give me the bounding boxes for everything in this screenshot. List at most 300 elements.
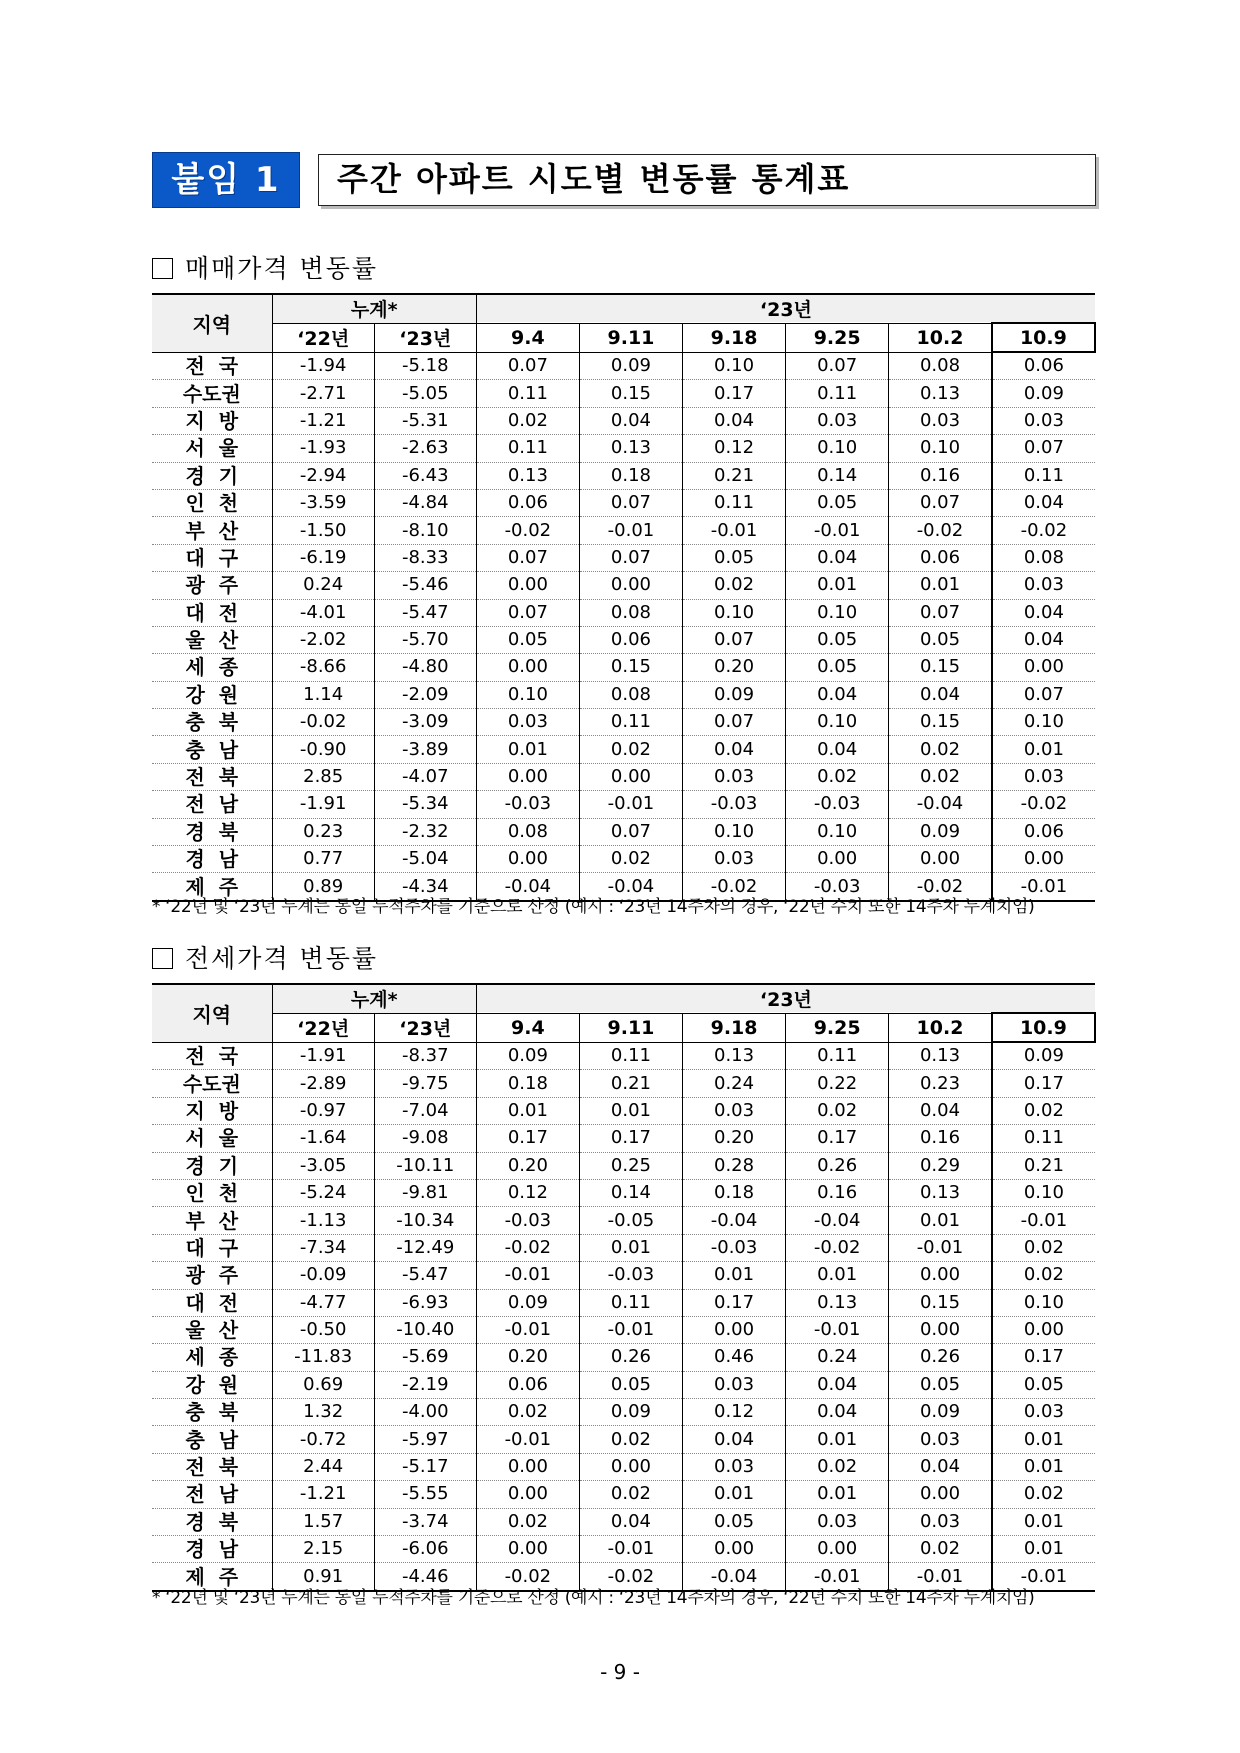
week-value-cell: 0.25: [579, 1152, 682, 1179]
region-cell: 대구: [152, 1234, 272, 1261]
cum-23-cell: -5.47: [374, 1262, 476, 1289]
cum-23-cell: -6.93: [374, 1289, 476, 1316]
week-header: 9.18: [683, 1013, 786, 1042]
week-header: 9.25: [786, 323, 889, 352]
week-value-cell: 0.20: [476, 1344, 579, 1371]
week-value-cell: 0.05: [786, 654, 889, 681]
week-value-cell: 0.09: [476, 1042, 579, 1070]
cum-22-cell: 2.15: [272, 1536, 374, 1563]
week-value-cell: 0.02: [992, 1262, 1095, 1289]
cum-23-cell: -5.31: [374, 407, 476, 434]
region-cell: 충남: [152, 736, 272, 763]
week-value-cell: 0.21: [992, 1152, 1095, 1179]
cum-23-cell: -4.46: [374, 1563, 476, 1591]
cum-23-cell: -5.18: [374, 352, 476, 380]
week-value-cell: 0.00: [786, 1536, 889, 1563]
cumulative-header: 누계*: [272, 294, 476, 323]
cum-23-cell: -9.08: [374, 1125, 476, 1152]
week-header: 9.18: [683, 323, 786, 352]
jeonse-footnote: * ‘22년 및 ‘23년 누계는 동일 누적주차를 기준으로 산정 (예시 : ‘23년 14주차의 경우, ‘22년 수치 또한 14주차 누계치임): [152, 1588, 1035, 1608]
week-value-cell: 0.03: [889, 1508, 992, 1535]
week-value-cell: -0.01: [579, 1536, 682, 1563]
region-cell: 경기: [152, 462, 272, 489]
week-value-cell: 0.07: [683, 709, 786, 736]
cum-22-cell: -0.90: [272, 736, 374, 763]
table-row: [152, 846, 1095, 873]
week-value-cell: 0.22: [786, 1070, 889, 1097]
week-value-cell: 0.17: [476, 1125, 579, 1152]
week-value-cell: 0.11: [476, 380, 579, 407]
week-value-cell: 0.03: [992, 407, 1095, 434]
week-value-cell: 0.17: [579, 1125, 682, 1152]
cum-23-cell: -10.34: [374, 1207, 476, 1234]
cum-22-cell: -4.77: [272, 1289, 374, 1316]
week-value-cell: -0.01: [786, 1563, 889, 1591]
week-value-cell: -0.04: [683, 1207, 786, 1234]
week-value-cell: 0.01: [579, 1097, 682, 1124]
week-value-cell: 0.46: [683, 1344, 786, 1371]
cum-23-cell: -5.04: [374, 846, 476, 873]
week-value-cell: 0.29: [889, 1152, 992, 1179]
week-value-cell: -0.05: [579, 1207, 682, 1234]
week-value-cell: 0.03: [683, 1453, 786, 1480]
week-value-cell: 0.08: [476, 818, 579, 845]
week-value-cell: 0.00: [889, 1481, 992, 1508]
week-value-cell: 0.09: [683, 681, 786, 708]
week-value-cell: 0.04: [992, 626, 1095, 653]
week-value-cell: 0.01: [992, 736, 1095, 763]
week-value-cell: 0.23: [889, 1070, 992, 1097]
week-value-cell: 0.05: [579, 1371, 682, 1398]
table-row: [152, 1371, 1095, 1398]
week-value-cell: 0.01: [992, 1536, 1095, 1563]
cum-22-cell: 0.23: [272, 818, 374, 845]
week-value-cell: -0.03: [683, 791, 786, 818]
week-value-cell: -0.01: [579, 791, 682, 818]
cum-22-cell: -0.09: [272, 1262, 374, 1289]
week-value-cell: 0.18: [476, 1070, 579, 1097]
week-value-cell: 0.21: [579, 1070, 682, 1097]
cum-22-cell: 1.57: [272, 1508, 374, 1535]
cum-23-cell: -3.74: [374, 1508, 476, 1535]
region-cell: 제주: [152, 1563, 272, 1591]
week-value-cell: -0.01: [786, 1316, 889, 1343]
week-value-cell: -0.01: [992, 1563, 1095, 1591]
week-value-cell: 0.15: [889, 1289, 992, 1316]
table-row: [152, 1262, 1095, 1289]
cum-22-cell: -1.91: [272, 1042, 374, 1070]
week-value-cell: 0.10: [992, 1289, 1095, 1316]
week-value-cell: -0.03: [786, 873, 889, 901]
week-value-cell: 0.01: [786, 1481, 889, 1508]
week-value-cell: -0.01: [889, 1563, 992, 1591]
table-row: [152, 1344, 1095, 1371]
region-cell: 전남: [152, 1481, 272, 1508]
week-value-cell: 0.08: [889, 352, 992, 380]
cum-23-cell: -5.05: [374, 380, 476, 407]
week-value-cell: -0.01: [579, 517, 682, 544]
week-value-cell: 0.24: [683, 1070, 786, 1097]
week-value-cell: 0.15: [579, 380, 682, 407]
cum-23-cell: -9.75: [374, 1070, 476, 1097]
week-value-cell: 0.11: [579, 709, 682, 736]
week-value-cell: 0.02: [683, 572, 786, 599]
cum-22-cell: -8.66: [272, 654, 374, 681]
sale-section-title-text: 매매가격 변동률: [185, 254, 378, 283]
jeonse-price-table: [152, 983, 1096, 1592]
table-row: [152, 1179, 1095, 1206]
cum-22-cell: -5.24: [272, 1179, 374, 1206]
table-row: [152, 681, 1095, 708]
table-row: [152, 1426, 1095, 1453]
region-cell: 울산: [152, 1316, 272, 1343]
page-header: [152, 152, 1096, 208]
cum-23-cell: -5.97: [374, 1426, 476, 1453]
cum-23-cell: -6.06: [374, 1536, 476, 1563]
week-value-cell: 0.20: [476, 1152, 579, 1179]
week-value-cell: 0.00: [476, 846, 579, 873]
region-cell: 전남: [152, 791, 272, 818]
week-value-cell: 0.07: [683, 626, 786, 653]
week-value-cell: 0.03: [683, 1097, 786, 1124]
week-value-cell: -0.02: [476, 1563, 579, 1591]
week-value-cell: 0.12: [683, 1399, 786, 1426]
week-value-cell: 0.00: [579, 1453, 682, 1480]
week-value-cell: 0.00: [579, 572, 682, 599]
region-cell: 전북: [152, 763, 272, 790]
cum-23-cell: -8.33: [374, 544, 476, 571]
week-value-cell: 0.02: [476, 407, 579, 434]
cum-23-cell: -5.34: [374, 791, 476, 818]
cum-23-cell: -4.00: [374, 1399, 476, 1426]
cum-22-cell: -1.91: [272, 791, 374, 818]
cum-23-cell: -2.09: [374, 681, 476, 708]
cum-22-cell: -3.05: [272, 1152, 374, 1179]
week-value-cell: 0.10: [786, 599, 889, 626]
cum-23-cell: -8.37: [374, 1042, 476, 1070]
sale-footnote: * ‘22년 및 ‘23년 누계는 동일 누적주차를 기준으로 산정 (예시 : ‘23년 14주차의 경우, ‘22년 수치 또한 14주차 누계치임): [152, 897, 1035, 917]
region-cell: 대전: [152, 599, 272, 626]
region-cell: 서울: [152, 435, 272, 462]
checkbox-square-icon: [152, 948, 173, 969]
region-cell: 수도권: [152, 380, 272, 407]
week-value-cell: 0.01: [786, 572, 889, 599]
week-value-cell: 0.12: [476, 1179, 579, 1206]
week-value-cell: 0.17: [992, 1344, 1095, 1371]
week-value-cell: 0.00: [579, 763, 682, 790]
week-value-cell: 0.09: [476, 1289, 579, 1316]
region-cell: 지방: [152, 1097, 272, 1124]
cum-23-cell: -5.69: [374, 1344, 476, 1371]
week-value-cell: 0.01: [476, 1097, 579, 1124]
week-value-cell: 0.10: [683, 599, 786, 626]
region-cell: 대전: [152, 1289, 272, 1316]
week-value-cell: 0.18: [579, 462, 682, 489]
cum-22-cell: -2.94: [272, 462, 374, 489]
week-value-cell: 0.05: [786, 489, 889, 516]
week-value-cell: 0.04: [889, 1453, 992, 1480]
week-value-cell: -0.01: [992, 873, 1095, 901]
week-value-cell: 0.01: [683, 1262, 786, 1289]
region-cell: 인천: [152, 1179, 272, 1206]
week-header-latest: 10.9: [992, 1013, 1095, 1042]
week-value-cell: 0.04: [683, 1426, 786, 1453]
week-value-cell: 0.11: [786, 380, 889, 407]
region-header: 지역: [152, 984, 272, 1042]
week-value-cell: 0.13: [786, 1289, 889, 1316]
week-value-cell: 0.02: [786, 1453, 889, 1480]
week-value-cell: 0.10: [683, 818, 786, 845]
table-row: [152, 791, 1095, 818]
cum-22-cell: -1.50: [272, 517, 374, 544]
week-value-cell: 0.11: [476, 435, 579, 462]
week-value-cell: 0.07: [786, 352, 889, 380]
week-value-cell: 0.26: [889, 1344, 992, 1371]
cum-22-cell: 0.24: [272, 572, 374, 599]
week-value-cell: -0.02: [889, 873, 992, 901]
week-value-cell: 0.02: [579, 846, 682, 873]
week-value-cell: -0.02: [683, 873, 786, 901]
cum-22-cell: -1.21: [272, 407, 374, 434]
table-row: [152, 352, 1095, 380]
week-value-cell: -0.04: [476, 873, 579, 901]
region-cell: 전국: [152, 1042, 272, 1070]
week-value-cell: 0.03: [992, 1399, 1095, 1426]
week-value-cell: 0.08: [579, 599, 682, 626]
cum-23-cell: -5.47: [374, 599, 476, 626]
week-value-cell: -0.03: [476, 1207, 579, 1234]
week-value-cell: 0.14: [786, 462, 889, 489]
cum-22-cell: -0.97: [272, 1097, 374, 1124]
week-value-cell: 0.10: [476, 681, 579, 708]
cum-22-cell: -1.13: [272, 1207, 374, 1234]
table-row: [152, 1453, 1095, 1480]
cum-23-cell: -3.09: [374, 709, 476, 736]
week-value-cell: 0.17: [992, 1070, 1095, 1097]
week-value-cell: 0.00: [683, 1316, 786, 1343]
cum-23-cell: -9.81: [374, 1179, 476, 1206]
region-cell: 강원: [152, 681, 272, 708]
cum-22-cell: 0.91: [272, 1563, 374, 1591]
region-cell: 경기: [152, 1152, 272, 1179]
week-value-cell: 0.11: [992, 1125, 1095, 1152]
table-row: [152, 1316, 1095, 1343]
week-value-cell: 0.05: [786, 626, 889, 653]
week-value-cell: 0.07: [579, 544, 682, 571]
week-value-cell: 0.17: [683, 380, 786, 407]
table-row: [152, 517, 1095, 544]
week-value-cell: -0.02: [992, 791, 1095, 818]
table-row: [152, 489, 1095, 516]
table-row: [152, 572, 1095, 599]
cum-22-cell: 2.44: [272, 1453, 374, 1480]
week-value-cell: 0.01: [992, 1426, 1095, 1453]
week-value-cell: 0.00: [786, 846, 889, 873]
table-row: [152, 1042, 1095, 1070]
table-row: [152, 1070, 1095, 1097]
cum-22-cell: -4.01: [272, 599, 374, 626]
cum-23-header: ‘23년: [374, 323, 476, 352]
week-value-cell: 0.02: [476, 1508, 579, 1535]
week-value-cell: 0.04: [889, 681, 992, 708]
table-row: [152, 1152, 1095, 1179]
week-value-cell: 0.09: [579, 1399, 682, 1426]
week-value-cell: -0.02: [992, 517, 1095, 544]
week-header: 9.11: [579, 1013, 682, 1042]
week-value-cell: 0.00: [476, 1536, 579, 1563]
table-row: [152, 763, 1095, 790]
week-value-cell: 0.11: [579, 1289, 682, 1316]
week-value-cell: 0.21: [683, 462, 786, 489]
cum-22-cell: -2.02: [272, 626, 374, 653]
week-value-cell: 0.09: [579, 352, 682, 380]
week-value-cell: 0.00: [992, 846, 1095, 873]
week-value-cell: 0.00: [889, 1316, 992, 1343]
week-value-cell: -0.02: [786, 1234, 889, 1261]
week-value-cell: -0.02: [476, 517, 579, 544]
attachment-badge: 붙임 1: [152, 152, 300, 208]
cum-22-cell: -6.19: [272, 544, 374, 571]
table-row: [152, 1097, 1095, 1124]
week-value-cell: 0.06: [992, 818, 1095, 845]
week-value-cell: 0.12: [683, 435, 786, 462]
week-value-cell: 0.03: [683, 846, 786, 873]
week-value-cell: 0.14: [579, 1179, 682, 1206]
table-row: [152, 1399, 1095, 1426]
week-value-cell: 0.10: [786, 435, 889, 462]
region-cell: 충남: [152, 1426, 272, 1453]
week-value-cell: 0.10: [992, 709, 1095, 736]
cum-23-cell: -4.84: [374, 489, 476, 516]
table-row: [152, 1481, 1095, 1508]
week-value-cell: 0.05: [889, 1371, 992, 1398]
week-value-cell: 0.04: [579, 1508, 682, 1535]
week-value-cell: 0.02: [579, 1481, 682, 1508]
week-header: 9.11: [579, 323, 682, 352]
week-header-latest: 10.9: [992, 323, 1095, 352]
week-value-cell: 0.10: [992, 1179, 1095, 1206]
week-value-cell: 0.07: [992, 435, 1095, 462]
week-value-cell: 0.17: [683, 1289, 786, 1316]
cum-22-cell: -0.02: [272, 709, 374, 736]
week-value-cell: 0.00: [476, 654, 579, 681]
week-value-cell: 0.05: [476, 626, 579, 653]
week-value-cell: -0.03: [786, 791, 889, 818]
cum-23-cell: -10.40: [374, 1316, 476, 1343]
cum-23-cell: -2.19: [374, 1371, 476, 1398]
week-value-cell: 0.07: [889, 489, 992, 516]
week-value-cell: 0.17: [786, 1125, 889, 1152]
week-value-cell: 0.28: [683, 1152, 786, 1179]
week-value-cell: 0.15: [889, 654, 992, 681]
week-value-cell: -0.01: [476, 1316, 579, 1343]
week-value-cell: 0.02: [579, 736, 682, 763]
region-cell: 충북: [152, 1399, 272, 1426]
week-value-cell: 0.11: [786, 1042, 889, 1070]
week-value-cell: 0.02: [889, 736, 992, 763]
week-value-cell: 0.16: [786, 1179, 889, 1206]
week-value-cell: 0.16: [889, 1125, 992, 1152]
week-value-cell: 0.02: [579, 1426, 682, 1453]
region-cell: 지방: [152, 407, 272, 434]
week-value-cell: 0.03: [992, 572, 1095, 599]
week-value-cell: -0.04: [579, 873, 682, 901]
cum-22-cell: -2.71: [272, 380, 374, 407]
week-value-cell: 0.01: [786, 1262, 889, 1289]
cum-22-cell: -0.72: [272, 1426, 374, 1453]
week-value-cell: 0.10: [786, 709, 889, 736]
week-value-cell: 0.04: [579, 407, 682, 434]
cum-22-cell: 1.32: [272, 1399, 374, 1426]
table-row: [152, 1536, 1095, 1563]
cum-22-cell: -11.83: [272, 1344, 374, 1371]
table-row: [152, 407, 1095, 434]
week-value-cell: 0.02: [476, 1399, 579, 1426]
week-value-cell: 0.26: [786, 1152, 889, 1179]
week-value-cell: -0.03: [476, 791, 579, 818]
cum-22-cell: -7.34: [272, 1234, 374, 1261]
week-value-cell: 0.04: [992, 599, 1095, 626]
week-value-cell: 0.20: [683, 654, 786, 681]
table-row: [152, 626, 1095, 653]
table-row: [152, 380, 1095, 407]
week-value-cell: 0.04: [992, 489, 1095, 516]
region-cell: 인천: [152, 489, 272, 516]
cum-23-cell: -7.04: [374, 1097, 476, 1124]
region-cell: 전국: [152, 352, 272, 380]
year-group-header: ‘23년: [476, 984, 1095, 1013]
week-value-cell: 0.01: [992, 1508, 1095, 1535]
week-value-cell: 0.07: [889, 599, 992, 626]
week-value-cell: 0.01: [992, 1453, 1095, 1480]
week-value-cell: -0.01: [579, 1316, 682, 1343]
week-value-cell: 0.03: [683, 1371, 786, 1398]
cum-23-cell: -5.55: [374, 1481, 476, 1508]
week-value-cell: 0.06: [476, 489, 579, 516]
week-value-cell: 0.03: [786, 407, 889, 434]
week-value-cell: -0.01: [786, 517, 889, 544]
week-value-cell: 0.01: [889, 1207, 992, 1234]
week-value-cell: 0.00: [683, 1536, 786, 1563]
cum-23-cell: -5.70: [374, 626, 476, 653]
table-row: [152, 654, 1095, 681]
week-value-cell: 0.16: [889, 462, 992, 489]
cum-22-cell: 1.14: [272, 681, 374, 708]
week-header: 9.4: [476, 1013, 579, 1042]
cum-22-header: ‘22년: [272, 323, 374, 352]
week-value-cell: 0.11: [992, 462, 1095, 489]
week-value-cell: 0.07: [579, 489, 682, 516]
week-value-cell: 0.09: [992, 380, 1095, 407]
cum-23-cell: -6.43: [374, 462, 476, 489]
checkbox-square-icon: [152, 258, 173, 279]
region-cell: 서울: [152, 1125, 272, 1152]
week-value-cell: 0.15: [579, 654, 682, 681]
week-value-cell: 0.00: [889, 846, 992, 873]
cum-23-header: ‘23년: [374, 1013, 476, 1042]
cum-23-cell: -5.17: [374, 1453, 476, 1480]
week-value-cell: 0.02: [889, 1536, 992, 1563]
week-value-cell: 0.00: [476, 1453, 579, 1480]
cum-22-cell: -1.93: [272, 435, 374, 462]
week-value-cell: 0.04: [786, 681, 889, 708]
week-value-cell: 0.07: [476, 544, 579, 571]
week-value-cell: 0.01: [476, 736, 579, 763]
week-value-cell: 0.00: [476, 763, 579, 790]
week-value-cell: 0.04: [889, 1097, 992, 1124]
region-cell: 경남: [152, 846, 272, 873]
cum-22-cell: -1.94: [272, 352, 374, 380]
